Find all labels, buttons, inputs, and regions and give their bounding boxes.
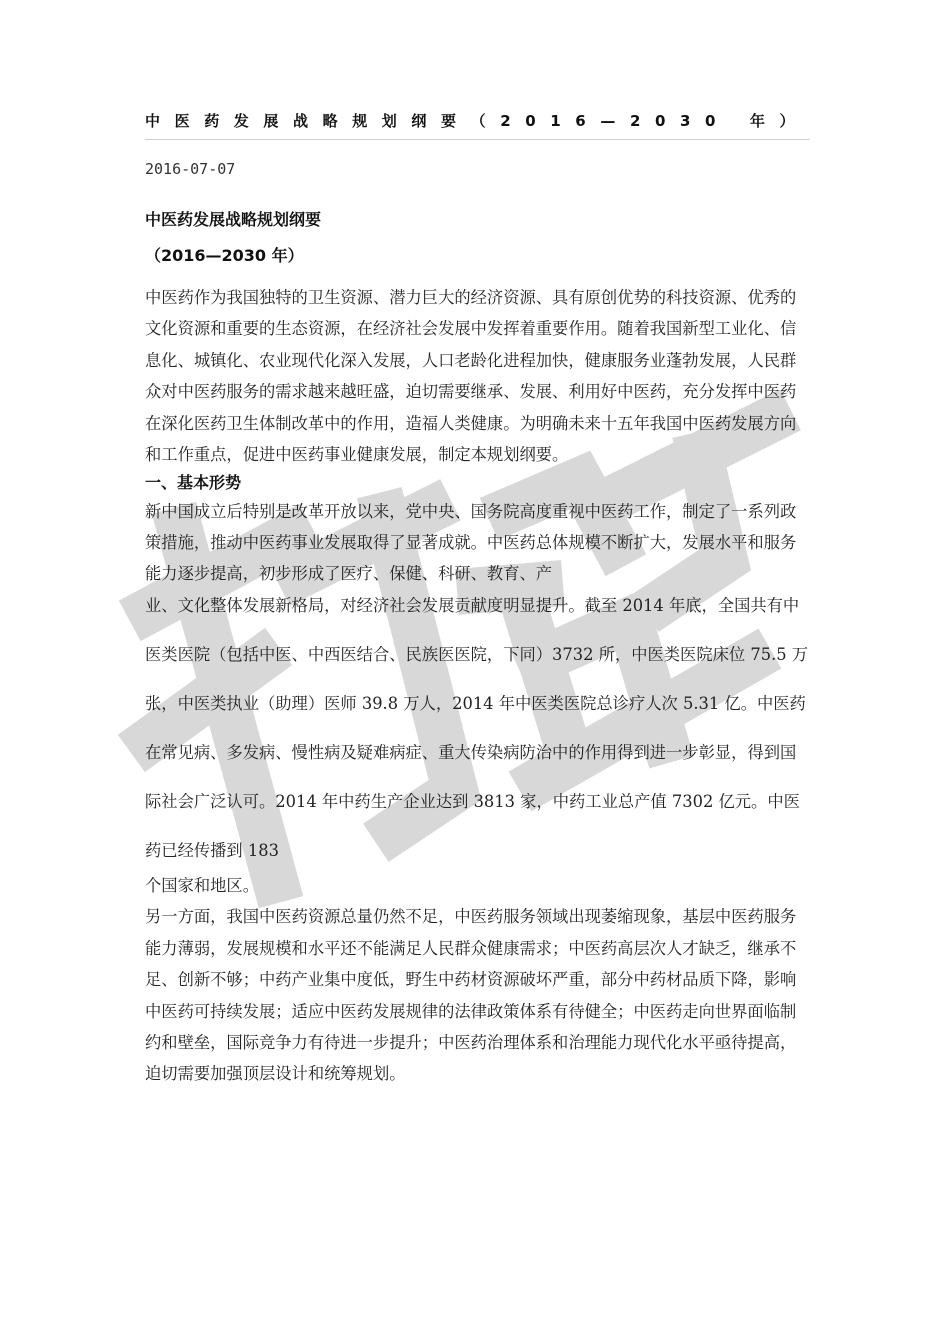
document-page	[145, 110, 810, 1090]
section1-paragraph-part2: 业、文化整体发展新格局，对经济社会发展贡献度明显提升。截至 2014 年底，全国共有中医类医院（包括中医、中西医结合、民族医医院，下同）3732 所，中医类医院床位 75.5 万张，中医类执业（助理）医师 39.8 万人，2014 年中医类医院总诊疗人次 5.31 亿。中医药在常见病、多发病、慢性病及疑难病症、重大传染病防治中的作用得到进一步彰显，得到国际社会广泛认可。2014 年中药生产企业达到 3813 家，中药工业总产值 7302 亿元。中医药已经传播到 183	[145, 596, 809, 861]
section1-paragraph-part3: 个国家和地区。	[145, 876, 259, 896]
section1-paragraph-part1: 新中国成立后特别是改革开放以来，党中央、国务院高度重视中医药工作，制定了一系列政策措施，推动中医药事业发展取得了显著成就。中医药总体规模不断扩大，发展水平和服务能力逐步提高，初步形成了医疗、保健、科研、教育、产	[145, 502, 797, 584]
document-subtitle: （2016—2030 年）	[145, 246, 304, 265]
intro-paragraph: 中医药作为我国独特的卫生资源、潜力巨大的经济资源、具有原创优势的科技资源、优秀的文化资源和重要的生态资源，在经济社会发展中发挥着重要作用。随着我国新型工业化、信息化、城镇化、农业现代化深入发展，人口老龄化进程加快，健康服务业蓬勃发展，人民群众对中医药服务的需求越来越旺盛，迫切需要继承、发展、利用好中医药，充分发挥中医药在深化医药卫生体制改革中的作用，造福人类健康。为明确未来十五年我国中医药发展方向和工作重点，促进中医药事业健康发展，制定本规划纲要。	[145, 288, 797, 465]
document-title: 中医药发展战略规划纲要	[145, 210, 322, 229]
section-heading: 一、基本形势	[145, 473, 242, 493]
section1-paragraph-2: 另一方面，我国中医药资源总量仍然不足，中医药服务领域出现萎缩现象，基层中医药服务能力薄弱，发展规模和水平还不能满足人民群众健康需求；中医药高层次人才缺乏，继承不足、创新不够；中药产业集中度低，野生中药材资源破坏严重，部分中药材品质下降，影响中医药可持续发展；适应中医药发展规律的法律政策体系有待健全；中医药走向世界面临制约和壁垒，国际竞争力有待进一步提升；中医药治理体系和治理能力现代化水平亟待提高，迫切需要加强顶层设计和统筹规划。	[145, 907, 797, 1084]
document-header-title: 中医药发展战略规划纲要（2016—2030 年）	[145, 110, 810, 140]
publish-date: 2016-07-07	[145, 160, 236, 178]
